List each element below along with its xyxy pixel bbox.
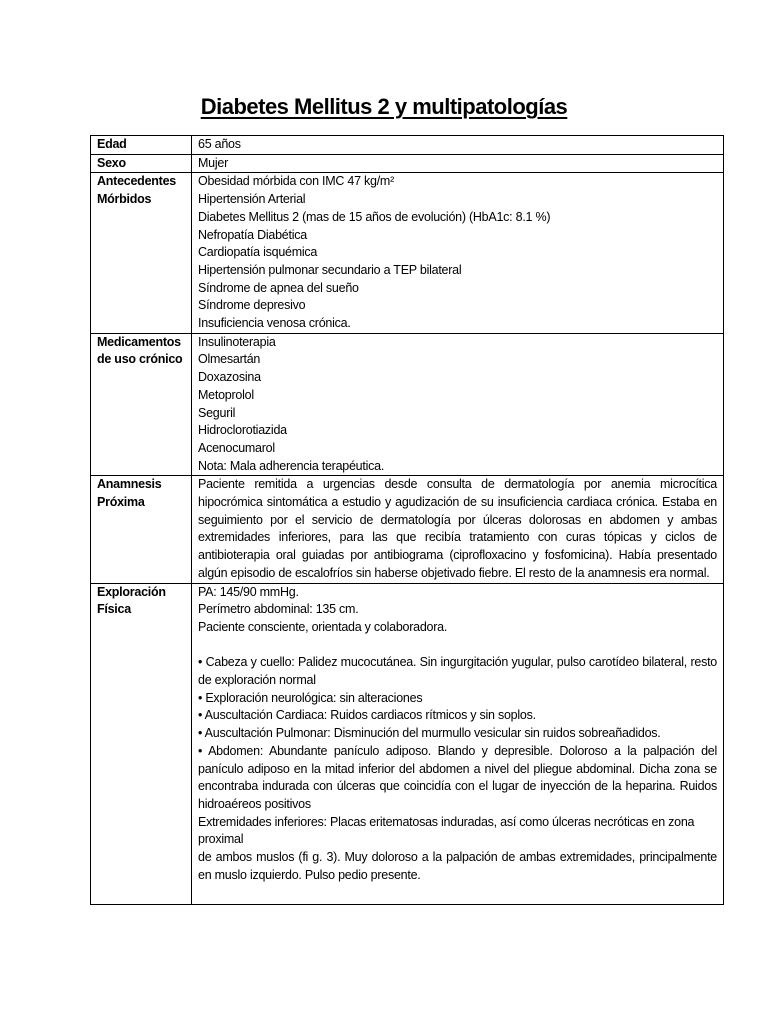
exploracion-cardiaca: • Auscultación Cardiaca: Ruidos cardiacos rítmicos y sin soplos. xyxy=(198,708,536,723)
anamnesis-text: Paciente remitida a urgencias desde consulta de dermatología por anemia microcítica hipocrómica sintomática a estudio y agudización de su insuficiencia cardiaca crónica. Estaba en seguimiento por el servicio de dermatología por úlceras dolorosas en abdomen y ambas extremidades inferiores, para las que recibía tratamiento con curas tópicas y ciclos de antibioterapia oral guiadas por antibiograma (ciprofloxacino y fosfomicina). Había presentado algún episodio de escalofríos sin haberse objetivado fiebre. El resto de la anamnesis era normal. xyxy=(198,477,717,580)
value-medicamentos xyxy=(192,333,724,476)
exploracion-pulmonar: • Auscultación Pulmonar: Disminución del murmullo vesicular sin ruidos sobreañadidos. xyxy=(198,726,661,741)
exploracion-abdomen: • Abdomen: Abundante panículo adiposo. Blando y depresible. Doloroso a la palpación del panículo adiposo en la mitad inferior del abdomen a nivel del pliegue abdominal. Dicha zona se encontraba indurada con úlceras que coincidía con el lugar de inyección de la heparina. Ruidos hidroaéreos positivos xyxy=(198,743,717,811)
medicamento-item: Acenocumarol xyxy=(198,440,275,455)
medicamento-item: Hidroclorotiazida xyxy=(198,423,287,438)
label-medicamentos: Medicamentos de uso crónico xyxy=(91,333,192,476)
clinical-case-table xyxy=(90,135,724,905)
medicamento-item: Metoprolol xyxy=(198,387,254,402)
antecedente-item: Hipertensión Arterial xyxy=(198,192,306,207)
label-anamnesis xyxy=(91,476,192,583)
exploracion-estado: Paciente consciente, orientada y colaboradora. xyxy=(198,619,448,634)
antecedente-item: Nefropatía Diabética xyxy=(198,227,307,242)
antecedente-item: Diabetes Mellitus 2 (mas de 15 años de evolución) (HbA1c: 8.1 %) xyxy=(198,209,551,224)
antecedente-item: Hipertensión pulmonar secundario a TEP bilateral xyxy=(198,262,462,277)
document-title-text: Diabetes Mellitus 2 y multipatologías xyxy=(200,94,568,119)
label-anamnesis-line1: Anamnesis xyxy=(97,477,162,492)
label-anamnesis-line2: Próxima xyxy=(97,495,145,510)
value-anamnesis xyxy=(192,476,724,583)
medicamento-item: Doxazosina xyxy=(198,370,261,385)
blank-line xyxy=(198,637,717,655)
value-antecedentes xyxy=(192,173,724,333)
exploracion-pa: PA: 145/90 mmHg. xyxy=(198,584,299,599)
row-medicamentos xyxy=(91,333,724,476)
antecedente-item: Cardiopatía isquémica xyxy=(198,245,318,260)
row-antecedentes xyxy=(91,173,724,333)
medicamento-item: Insulinoterapia xyxy=(198,334,276,349)
medicamento-note: Nota: Mala adherencia terapéutica. xyxy=(198,458,385,473)
document-title xyxy=(0,94,768,120)
label-sexo: Sexo xyxy=(91,154,192,173)
exploracion-cabeza: • Cabeza y cuello: Palidez mucocutánea. Sin ingurgitación yugular, pulso carotídeo bilateral, resto de exploración normal xyxy=(198,655,717,688)
row-sexo xyxy=(91,154,724,173)
label-exploracion-line2: Física xyxy=(97,602,131,617)
row-anamnesis xyxy=(91,476,724,583)
row-edad xyxy=(91,136,724,155)
antecedente-item: Insuficiencia venosa crónica. xyxy=(198,316,351,331)
medicamento-item: Seguril xyxy=(198,405,236,420)
exploracion-extremidades-1: Extremidades inferiores: Placas eritematosas induradas, así como úlceras necróticas en zona proximal xyxy=(198,814,695,847)
exploracion-neuro: • Exploración neurológica: sin alteraciones xyxy=(198,690,423,705)
label-antecedentes-line1: Antecedentes xyxy=(97,174,176,189)
value-edad: 65 años xyxy=(192,136,724,155)
antecedente-item: Síndrome de apnea del sueño xyxy=(198,280,359,295)
exploracion-perimetro: Perímetro abdominal: 135 cm. xyxy=(198,602,359,617)
label-antecedentes-line2: Mórbidos xyxy=(97,192,152,207)
exploracion-extremidades-2: de ambos muslos (fi g. 3). Muy doloroso a la palpación de ambas extremidades, principalmente en muslo izquierdo. Pulso pedio presente. xyxy=(198,850,717,882)
value-exploracion xyxy=(192,583,724,904)
label-exploracion-line1: Exploración xyxy=(97,584,166,599)
label-antecedentes xyxy=(91,173,192,333)
value-sexo: Mujer xyxy=(192,154,724,173)
row-exploracion xyxy=(91,583,724,904)
antecedente-item: Obesidad mórbida con IMC 47 kg/m² xyxy=(198,174,395,189)
medicamento-item: Olmesartán xyxy=(198,352,261,367)
label-edad: Edad xyxy=(91,136,192,155)
label-exploracion xyxy=(91,583,192,904)
antecedente-item: Síndrome depresivo xyxy=(198,298,306,313)
